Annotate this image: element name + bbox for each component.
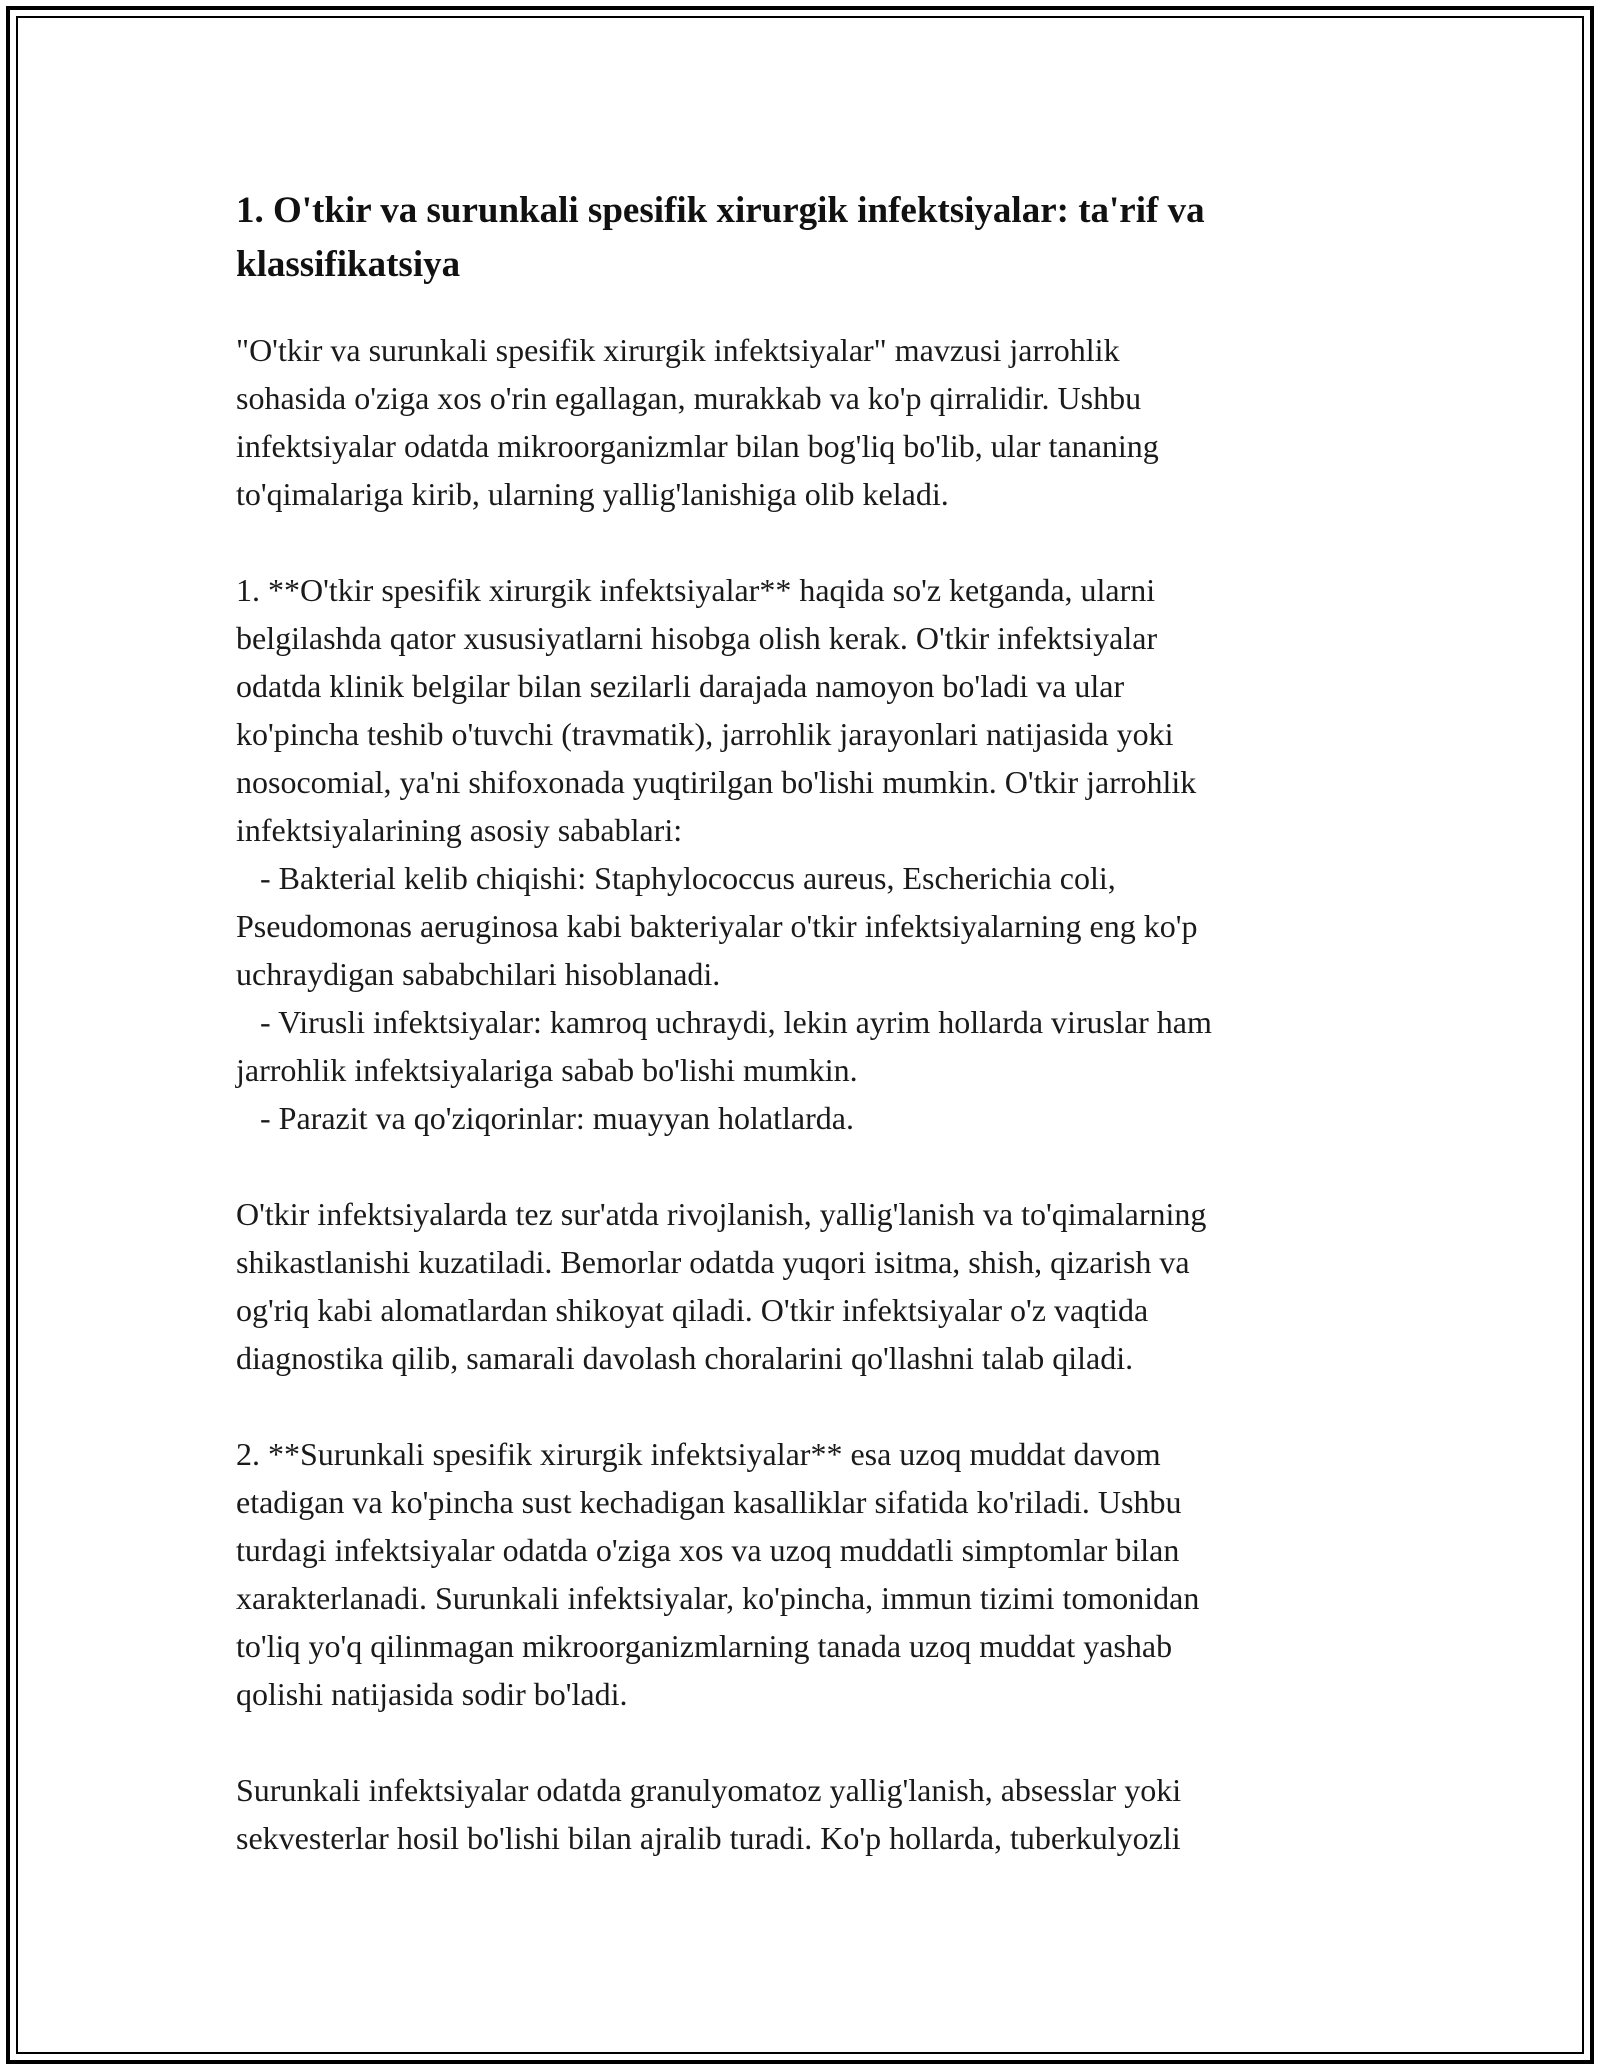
paragraph-chronic-infections: 2. **Surunkali spesifik xirurgik infektsiyalar** esa uzoq muddat davom etadigan va ko'pincha sust kechadigan kasalliklar sifatida ko'riladi. Ushbu turdagi infektsiyalar odatda o'ziga xos va uzoq muddatli simptomlar bilan xarakterlanadi. Surunkali infektsiyalar, ko'pincha, immun tizimi tomonidan to'liq yo'q qilinmagan mikroorganizmlarning tanada uzoq muddat yashab qolishi natijasida sodir bo'ladi. bbox=[236, 1436, 1200, 1712]
document-body bbox=[236, 184, 1376, 1862]
paragraph-chronic-features: Surunkali infektsiyalar odatda granulyomatoz yallig'lanish, absesslar yoki sekvesterlar hosil bo'lishi bilan ajralib turadi. Ko'p hollarda, tuberkulyozli bbox=[236, 1772, 1182, 1856]
paragraph-spacer bbox=[236, 518, 1376, 566]
paragraph-spacer bbox=[236, 1382, 1376, 1430]
paragraph-spacer bbox=[236, 1718, 1376, 1766]
paragraph-acute-symptoms: O'tkir infektsiyalarda tez sur'atda rivojlanish, yallig'lanish va to'qimalarning shikastlanishi kuzatiladi. Bemorlar odatda yuqori isitma, shish, qizarish va og'riq kabi alomatlardan shikoyat qiladi. O'tkir infektsiyalar o'z vaqtida diagnostika qilib, samarali davolash choralarini qo'llashni talab qiladi. bbox=[236, 1196, 1207, 1376]
document-title: 1. O'tkir va surunkali spesifik xirurgik infektsiyalar: ta'rif va klassifikatsiya bbox=[236, 190, 1205, 285]
paragraph-acute-infections: 1. **O'tkir spesifik xirurgik infektsiyalar** haqida so'z ketganda, ularni belgilashda qator xususiyatlarni hisobga olish kerak. O'tkir infektsiyalar odatda klinik belgilar bilan sezilarli darajada namoyon bo'ladi va ular ko'pincha teshib o'tuvchi (travmatik), jarrohlik jarayonlari natijasida yoki nosocomial, ya'ni shifoxonada yuqtirilgan bo'lishi mumkin. O'tkir jarrohlik infektsiyalarining asosiy sabablari: - Bakterial kelib chiqishi: Staphylococcus aureus, Escherichia coli, Pseudomonas aeruginosa kabi bakteriyalar o'tkir infektsiyalarning eng ko'p uchraydigan sababchilari hisoblanadi. - Virusli infektsiyalar: kamroq uchraydi, lekin ayrim hollarda viruslar ham jarrohlik infektsiyalariga sabab bo'lishi mumkin. - Parazit va qo'ziqorinlar: muayyan holatlarda. bbox=[236, 572, 1212, 1136]
paragraph-spacer bbox=[236, 1142, 1376, 1190]
paragraph-intro: "O'tkir va surunkali spesifik xirurgik infektsiyalar" mavzusi jarrohlik sohasida o'ziga xos o'rin egallagan, murakkab va ko'p qirralidir. Ushbu infektsiyalar odatda mikroorganizmlar bilan bog'liq bo'lib, ular tananing to'qimalariga kirib, ularning yallig'lanishiga olib keladi. bbox=[236, 332, 1159, 512]
